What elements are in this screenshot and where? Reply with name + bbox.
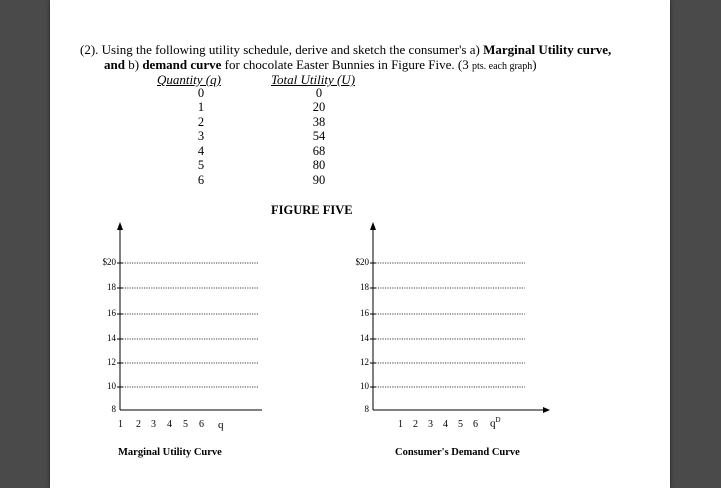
y-label-8: 8	[111, 404, 116, 414]
x-axis-var: q	[490, 417, 496, 430]
x-axis-superscript: D	[495, 416, 501, 424]
x-axis-var-qd	[490, 416, 501, 430]
figure-title: FIGURE FIVE	[271, 203, 353, 217]
table-cell-q: 3	[197, 129, 205, 143]
question-bold-demand: demand curve	[142, 57, 222, 72]
question-number: (2).	[80, 42, 99, 57]
y-label-10: 10	[360, 381, 369, 391]
marginal-utility-graph	[90, 218, 300, 418]
question-text-part: )	[532, 57, 537, 72]
question-line-2	[104, 57, 537, 73]
table-cell-q: 6	[197, 173, 205, 187]
y-label-16: 16	[107, 308, 116, 318]
table-cell-u: 68	[312, 144, 326, 158]
table-cell-q: 1	[197, 100, 205, 114]
graph-caption-demand-curve: Consumer's Demand Curve	[395, 447, 520, 458]
x-label-5: 5	[458, 419, 463, 430]
table-header-quantity: Quantity (q)	[157, 72, 221, 87]
y-label-20: $20	[355, 257, 369, 267]
document-page	[50, 0, 670, 488]
y-label-14: 14	[107, 333, 116, 343]
table-cell-u: 54	[312, 129, 326, 143]
question-points-note: pts. each graph	[471, 61, 533, 72]
question-bold-mu: Marginal Utility curve,	[483, 42, 612, 57]
y-label-12: 12	[107, 357, 116, 367]
question-text-part: for chocolate Easter Bunnies in Figure Five. (3	[221, 57, 472, 72]
question-line-1	[80, 42, 611, 58]
y-axis-arrow-icon	[117, 222, 123, 230]
y-label-14: 14	[360, 333, 369, 343]
x-label-4: 4	[167, 419, 172, 430]
x-label-2: 2	[413, 419, 418, 430]
table-cell-u: 38	[312, 115, 326, 129]
x-axis-var-q: q	[218, 419, 224, 431]
grid-lines	[120, 263, 258, 387]
x-label-1: 1	[118, 419, 123, 430]
x-label-3: 3	[151, 419, 156, 430]
y-label-10: 10	[107, 381, 116, 391]
table-cell-u: 20	[312, 100, 326, 114]
table-header-total-utility: Total Utility (U)	[271, 72, 356, 87]
x-label-5: 5	[183, 419, 188, 430]
demand-curve-graph	[355, 218, 565, 418]
x-label-2: 2	[136, 419, 141, 430]
x-label-4: 4	[443, 419, 448, 430]
y-label-12: 12	[360, 357, 369, 367]
x-label-1: 1	[398, 419, 403, 430]
grid-lines	[373, 263, 525, 387]
graph-caption-marginal-utility: Marginal Utility Curve	[118, 447, 222, 458]
x-label-3: 3	[428, 419, 433, 430]
y-label-18: 18	[360, 282, 369, 292]
table-cell-q: 2	[197, 115, 205, 129]
x-axis-arrow-icon	[543, 407, 550, 413]
table-cell-u: 90	[312, 173, 326, 187]
question-bold-and: and	[104, 57, 125, 72]
question-text-part: b)	[124, 57, 143, 72]
table-cell-q: 0	[197, 86, 205, 100]
y-label-16: 16	[360, 308, 369, 318]
y-label-18: 18	[107, 282, 116, 292]
x-label-6: 6	[199, 419, 204, 430]
question-text-part: Using the following utility schedule, derive and sketch the consumer's a)	[101, 42, 484, 57]
table-cell-u: 0	[315, 86, 323, 100]
table-cell-q: 4	[197, 144, 205, 158]
y-label-8: 8	[364, 404, 369, 414]
table-cell-u: 80	[312, 158, 326, 172]
y-label-20: $20	[102, 257, 116, 267]
table-cell-q: 5	[197, 158, 205, 172]
y-axis-arrow-icon	[370, 222, 376, 230]
x-label-6: 6	[473, 419, 478, 430]
